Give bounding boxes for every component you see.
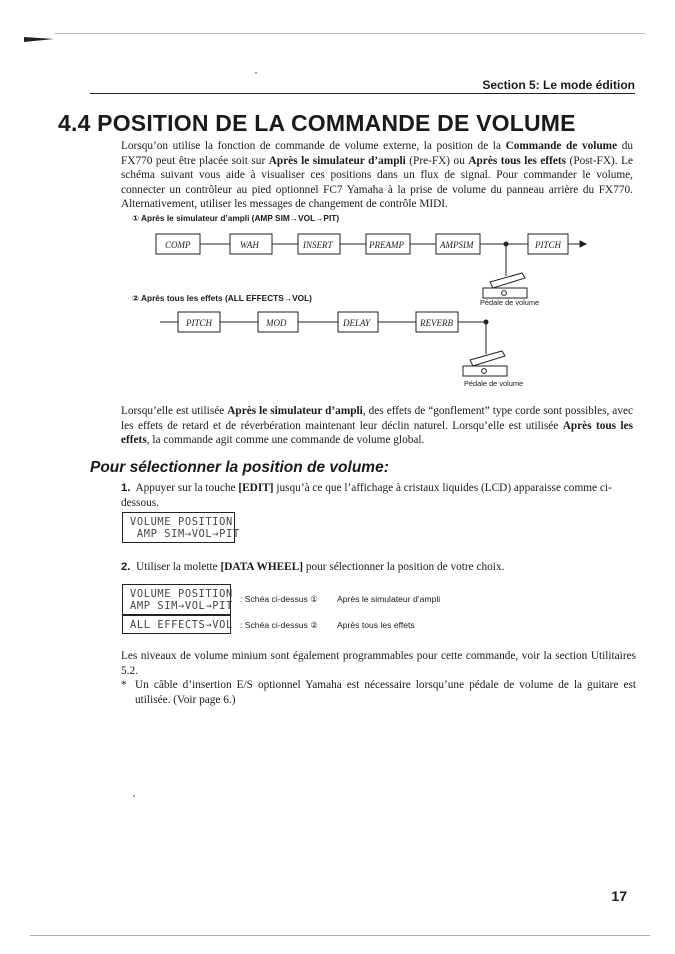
subheading: Pour sélectionner la position de volume: [90,459,389,476]
block-label: INSERT [303,240,333,250]
speck [255,72,257,74]
block-label: MOD [266,318,287,328]
block-label: COMP [165,240,191,250]
minimum-level-paragraph: Les niveaux de volume minium sont également programmables pour cette commande, voir la section Utilitaires 5.2. [121,650,636,677]
step-1: 1. Appuyer sur la touche [EDIT] jusqu’à ce que l’affichage à cristaux liquides (LCD) apparaisse comme ci-dessous. [121,482,612,509]
page-title: 4.4 POSITION DE LA COMMANDE DE VOLUME [58,110,576,136]
chain2-label: ② Après tous les effets (ALL EFFECTS→VOL) [132,293,312,303]
footnote: * Un câble d’insertion E/S optionnel Yamaha est nécessaire lorsqu’une pédale de volume de la guitare est utilisée. (Voir page 6.) [121,679,636,706]
chain2-diagram [150,306,550,386]
block-label: WAH [240,240,259,250]
lcd-display-3: ALL EFFECTS→VOL [122,615,231,634]
lcd-display-2: VOLUME POSITION AMP SIM→VOL→PIT [122,584,231,615]
lcd2-reference: : Schéa ci-dessus ① [240,594,318,604]
explanation-paragraph: Lorsqu’elle est utilisée Après le simulateur d’ampli, des effets de “gonflement” type corde sont possibles, avec les effets de retard et de réverbération maintenant leur déclin naturel. Lorsqu’elle est utilisée Après tous les effets, la commande agit comme une commande de volume global. [121,405,634,447]
bottom-edge-line [30,935,650,936]
footnote-star: * [121,679,127,691]
block-label: DELAY [343,318,371,328]
top-edge-line [55,33,645,34]
page-number: 17 [611,888,627,904]
block-label: PITCH [186,318,213,328]
intro-paragraph: Lorsqu’on utilise la fonction de commande de volume externe, la position de la Commande de volume du FX770 peut être placée soit sur Après le simulateur d’ampli (Pre-FX) ou Après tous les effets (Post-FX). Le schéma suivant vous aide à visualiser ces positions dans un flux de signal. Pour commander le volume, connecter un contrôleur au pied optionnel FC7 Yamaha à la prise de volume du panneau arrière du FX770. Alternativement, utiliser les messages de changement de contrôle MIDI. [121,140,633,211]
lcd3-description: Après tous les effets [337,620,415,630]
block-label: PREAMP [369,240,404,250]
corner-mark [24,30,54,36]
block-label: PITCH [535,240,562,250]
lcd3-reference: : Schéa ci-dessus ② [240,620,318,630]
pedal-label: Pédale de volume [464,379,524,388]
block-label: AMPSIM [440,240,474,250]
pedal-label: Pédale de volume [480,298,540,307]
chain1-label: ① Après le simulateur d’ampli (AMP SIM→VOL→PIT) [132,213,340,223]
lcd-display-1: VOLUME POSITION AMP SIM→VOL→PIT [122,512,235,543]
header-rule [90,93,635,94]
lcd2-description: Après le simulateur d’ampli [337,594,441,604]
step-2: 2. Utiliser la molette [DATA WHEEL] pour sélectionner la position de votre choix. [121,561,505,573]
speck [133,795,135,797]
block-label: REVERB [420,318,453,328]
section-header: Section 5: Le mode édition [482,78,635,92]
